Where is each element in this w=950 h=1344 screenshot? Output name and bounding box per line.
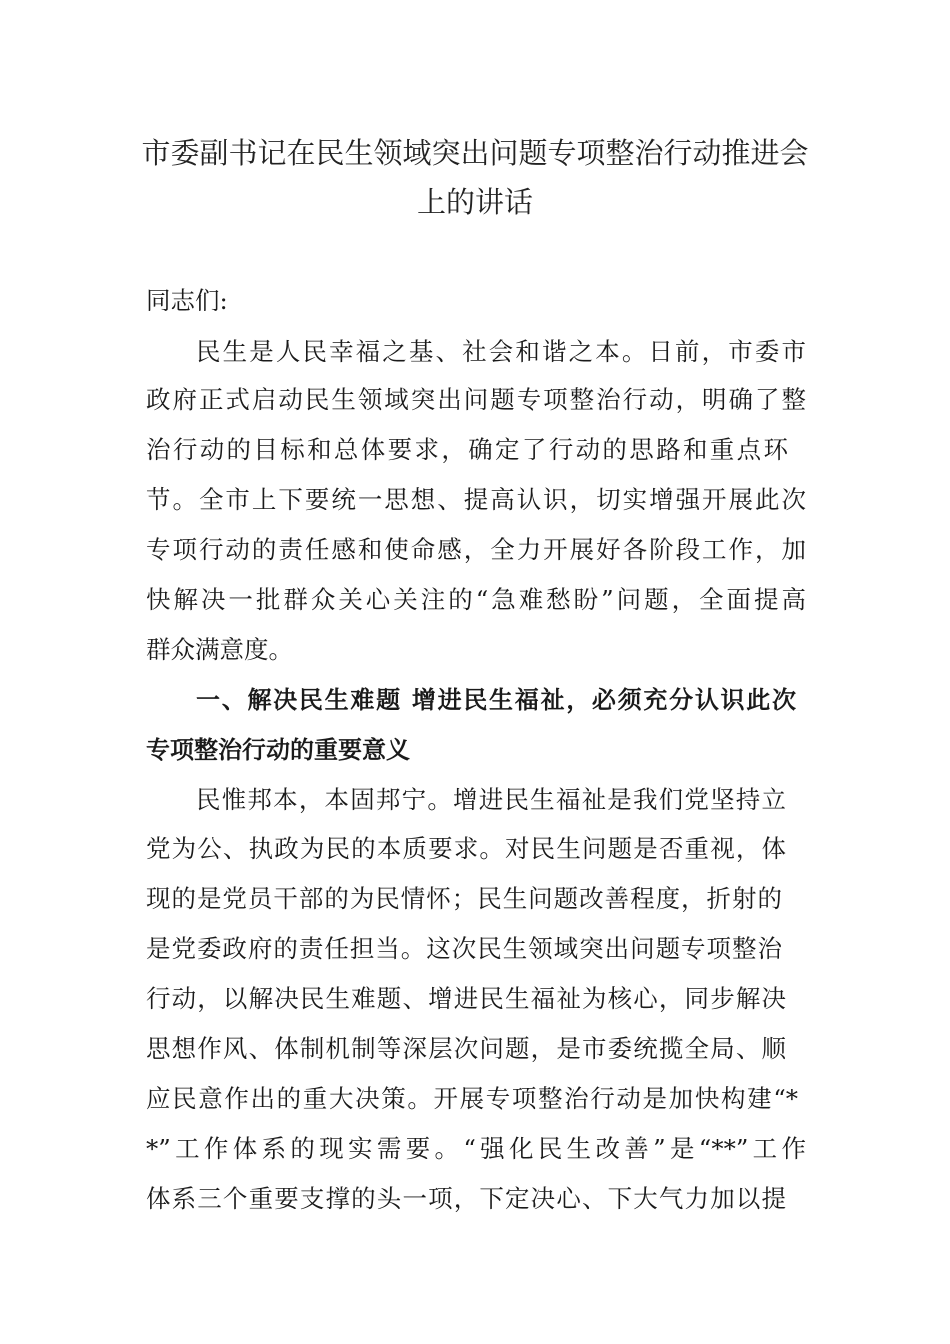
paragraph-line: 应民意作出的重大决策。开展专项整治行动是加快构建“*	[146, 1084, 798, 1113]
paragraph-line: *”工作体系的现实需要。“强化民生改善”是“**”工作	[146, 1134, 806, 1163]
paragraph-line: 政府正式启动民生领域突出问题专项整治行动，明确了整	[146, 385, 806, 414]
paragraph-line: 行动，以解决民生难题、增进民生福祉为核心，同步解决	[146, 984, 786, 1013]
section-heading-line: 一、解决民生难题 增进民生福祉，必须充分认识此次	[196, 686, 796, 714]
document-title-line-1: 市委副书记在民生领域突出问题专项整治行动推进会	[141, 136, 809, 170]
paragraph-line: 现的是党员干部的为民情怀；民生问题改善程度，折射的	[146, 884, 782, 913]
paragraph-line: 思想作风、体制机制等深层次问题，是市委统揽全局、顺	[146, 1034, 786, 1063]
paragraph-line: 治行动的目标和总体要求，确定了行动的思路和重点环	[146, 435, 788, 464]
salutation: 同志们:	[146, 286, 228, 315]
paragraph-line: 专项行动的责任感和使命感，全力开展好各阶段工作，加	[146, 535, 806, 564]
section-heading-line: 专项整治行动的重要意义	[146, 736, 410, 764]
paragraph-line: 民生是人民幸福之基、社会和谐之本。日前，市委市	[196, 337, 806, 366]
paragraph-line: 党为公、执政为民的本质要求。对民生问题是否重视，体	[146, 834, 786, 863]
paragraph-line: 快解决一批群众关心关注的“急难愁盼”问题，全面提高	[146, 585, 806, 614]
paragraph-line: 节。全市上下要统一思想、提高认识，切实增强开展此次	[146, 485, 806, 514]
paragraph-line: 体系三个重要支撑的头一项，下定决心、下大气力加以提	[146, 1184, 786, 1213]
paragraph-line: 群众满意度。	[146, 635, 293, 664]
paragraph-line: 是党委政府的责任担当。这次民生领域突出问题专项整治	[146, 934, 782, 963]
paragraph-line: 民惟邦本，本固邦宁。增进民生福祉是我们党坚持立	[196, 785, 786, 814]
document-title-line-2: 上的讲话	[416, 185, 533, 219]
